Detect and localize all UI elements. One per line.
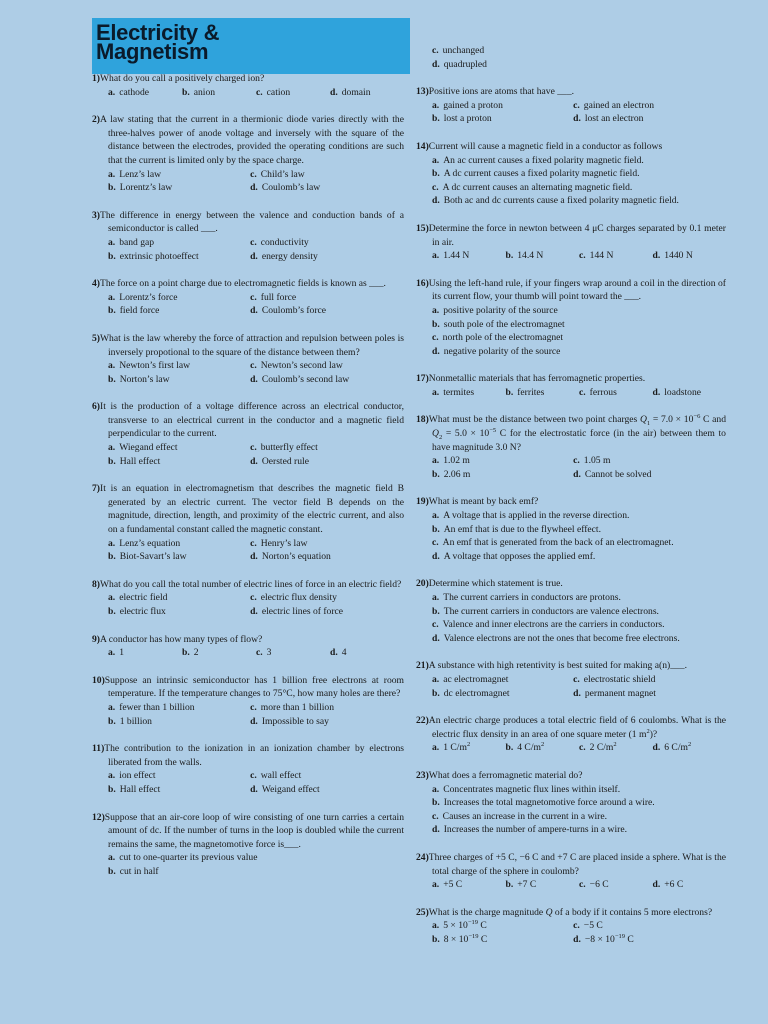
question-7: 7)It is an equation in electromagnetism that describes the magnetic field B generated by an electric current. The vector field B depends on the magnitude, direction, length, and proximity of the electric current, and also on a fundamental constant called the magnetic constant. a. Lenz’s equation c. Henry’s lawb. Biot-Savart’s law d. Norton’s equation — [92, 483, 404, 563]
question-23: 23)What does a ferromagnetic material do? a. Concentrates magnetic flux lines within itself. b. Increases the total magnetomotive force around a wire. c. Causes an increase in the current in a wire. d. Increases the number of ampere-turns in a wire. — [416, 769, 655, 836]
question-17: 17)Nonmetallic materials that has ferromagnetic properties. a. termites b. ferrites c. ferrous d. loadstone — [416, 373, 702, 398]
question-22: 22)An electric charge produces a total electric field of 6 coulombs. What is the electric flux density in an area of one square meter (1 $m^2$)? a. 1 $C/m^2$ b. 4 $C/m^2$ c. 2 $C/m^2$ d. 6 $C/m^2$ — [416, 715, 726, 754]
question-9: 9)A conductor has how many types of flow? a. 1 b. 2 c. 3 d. 4 — [92, 633, 347, 659]
question-20: 20)Determine which statement is true. a. The current carriers in conductors are protons. b. The current carriers in conductors are valence electrons. c. Valence and inner electrons are the carriers in conductors. d. Valence electrons are not the ones that become free electrons. — [416, 578, 680, 644]
question-5: 5)What is the law whereby the force of attraction and repulsion between poles is inversely propotional to the square of the distance between them? a. Newton’s first law c. Newton’s second lawb. Norton’s law d. Coulomb’s second law — [92, 332, 404, 385]
left-column — [92, 72, 404, 893]
question-11: 11)The contribution to the ionization in an ionization chamber by electrons liberated from the walls. a. ion effect c. wall effectb. Hall effect d. Weigand effect — [92, 743, 404, 795]
question-12: 12)Suppose that an air-core loop of wire consisting of one turn carries a certain amount of dc. If the number of turns in the loop is doubled while the current remains the same, the magnetomotive force is___. a. cut to one-quarter its previous value b. cut in half — [92, 811, 404, 877]
question-1: 1)What do you call a positively charged ion? a. cathode b. anion c. cation d. domain — [92, 73, 371, 98]
page-title: Electricity & Magnetism — [96, 20, 220, 64]
question-12-continued: c. unchanged d. quadrupled — [432, 45, 487, 70]
question-18: 18)What must be the distance between two point charges $Q_1 = 7.0 \times 10^{-6}$ C and $Q_2 = 5.0 \times 10^{-5}$ C for the electrostatic force (in the air) between them to have magnitude 3.0 N? a. 1.02 m c. 1.05 mb. 2.06 m d. Cannot be solved — [416, 413, 726, 480]
question-14: 14)Current will cause a magnetic field in a conductor as follows a. An ac current causes a fixed polarity magnetic field. b. A dc current causes a fixed polarity magnetic field. c. A dc current causes an alternating magnetic field. d. Both ac and dc currents cause a fixed polarity magnetic field. — [416, 140, 679, 207]
question-13: 13)Positive ions are atoms that have ___. a. gained a proton c. gained an electronb. lost a proton d. lost an electron — [416, 86, 655, 125]
question-21: 21)A substance with high retentivity is best suited for making a(n)___. a. ac electromagnet c. electrostatic shieldb. dc electromagnet d. permanent magnet — [416, 660, 687, 699]
question-6: 6)It is the production of a voltage difference across an electrical conductor, transverse to an electrical current in the conductor and a magnetic field perpendicular to the current. a. Wiegand effect c. butterfly effectb. Hall effect d. Oersted rule — [92, 401, 404, 467]
question-4: 4)The force on a point charge due to electromagnetic fields is known as ___. a. Lorentz’s force c. full forceb. field force d. Coulomb’s force — [92, 278, 386, 317]
question-16: 16)Using the left-hand rule, if your fingers wrap around a coil in the direction of its current flow, your thumb will point toward the ___. a. positive polarity of the source b. south pole of the electromagnet c. north pole of the electromagnet d. negative polarity of the source — [416, 277, 726, 357]
question-24: 24)Three charges of +5 C, −6 C and +7 C are placed inside a sphere. What is the total charge of the sphere in coulomb? a. +5 C b. +7 C c. −6 C d. +6 C — [416, 851, 726, 891]
question-19: 19)What is meant by back emf? a. A voltage that is applied in the reverse direction. b. An emf that is due to the flywheel effect. c. An emf that is generated from the back of an electromagnet. d. A voltage that opposes the applied emf. — [416, 496, 674, 562]
right-column — [416, 44, 726, 960]
question-3: 3)The difference in energy between the valence and conduction bands of a semiconductor is called ___. a. band gap c. conductivityb. extrinsic photoeffect d. energy density — [92, 209, 404, 262]
question-25: 25)What is the charge magnitude Q of a body if it contains 5 more electrons? a. $5 \times 10^{-19}$ C c. −5 Cb. $8 \times 10^{-19}$ C d. $-8 \times 10^{-19}$ C — [416, 906, 713, 945]
question-8: 8)What do you call the total number of electric lines of force in an electric field? a. electric field c. electric flux densityb. electric flux d. electric lines of force — [92, 578, 402, 617]
question-2: 2)A law stating that the current in a thermionic diode varies directly with the three-halves power of anode voltage and inversely with the square of the distance between the electrodes, provided the operating conditions are such that the current is limited only by the space charge. a. Lenz’s law c. Child’s lawb. Lorentz’s law d. Coulomb’s law — [92, 114, 404, 194]
question-10: 10)Suppose an intrinsic semiconductor has 1 billion free electrons at room temperature. If the temperature changes to 75°C, how many holes are there? a. fewer than 1 billion c. more than 1 billionb. 1 billion d. Impossible to say — [92, 674, 404, 727]
question-15: 15)Determine the force in newton between 4 μC charges separated by 0.1 meter in air. a. 1.44 N b. 14.4 N c. 144 N d. 1440 N — [416, 222, 726, 262]
